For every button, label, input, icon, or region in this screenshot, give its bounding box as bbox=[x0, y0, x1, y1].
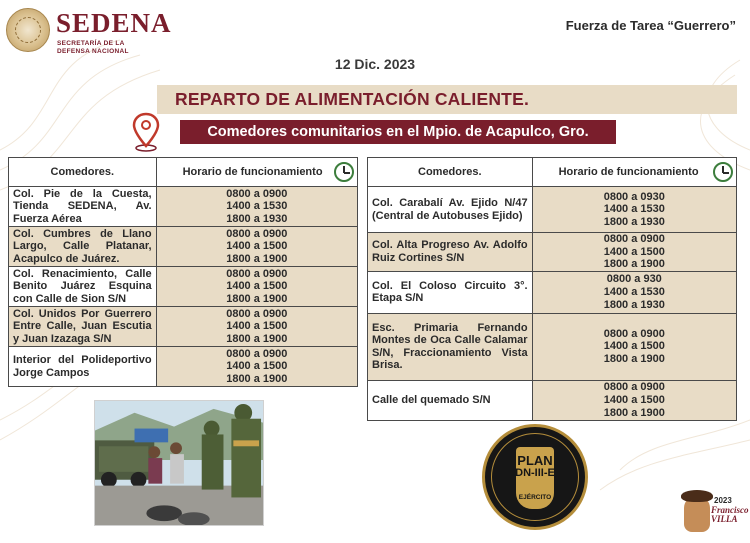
hour-range: 1400 a 1500 bbox=[603, 340, 665, 353]
hour-range: 1800 a 1900 bbox=[603, 406, 665, 419]
hour-range: 1400 a 1530 bbox=[603, 285, 665, 298]
comedor-location: Col. Unidos Por Guerrero Entre Calle, Juan Escutia y Juan Izazaga S/N bbox=[9, 307, 157, 347]
badge-plan-code: DN-III-E bbox=[515, 467, 555, 479]
field-photo bbox=[94, 400, 264, 526]
hour-range: 0800 a 0900 bbox=[226, 187, 288, 200]
comedor-location: Col. El Coloso Circuito 3°. Etapa S/N bbox=[368, 271, 533, 313]
brand-subtitle-line-2: DEFENSA NACIONAL bbox=[57, 47, 129, 55]
hour-range: 1400 a 1530 bbox=[603, 203, 665, 216]
hour-range: 1800 a 1930 bbox=[226, 212, 288, 225]
page-title: REPARTO DE ALIMENTACIÓN CALIENTE. bbox=[157, 85, 737, 114]
column-header-horario-label: Horario de funcionamiento bbox=[182, 166, 323, 178]
date-label: 12 Dic. 2023 bbox=[334, 56, 416, 72]
table-row bbox=[368, 233, 737, 272]
hour-range: 1800 a 1900 bbox=[603, 353, 665, 366]
plan-dn-iii-e-badge bbox=[482, 424, 588, 530]
comedor-location: Col. Alta Progreso Av. Adolfo Ruiz Cortines S/N bbox=[368, 233, 533, 272]
comedor-hours bbox=[532, 271, 736, 313]
comedor-hours bbox=[156, 347, 357, 387]
hour-range: 1400 a 1500 bbox=[603, 393, 665, 406]
hour-range: 0800 a 0900 bbox=[603, 233, 665, 245]
year-logo-name: Francisco VILLA bbox=[711, 505, 749, 524]
hour-range: 1400 a 1500 bbox=[226, 320, 288, 333]
schedule-table-right bbox=[367, 157, 737, 421]
hour-range: 1800 a 1930 bbox=[603, 298, 665, 311]
comedor-hours bbox=[532, 233, 736, 272]
hour-range: 1800 a 1930 bbox=[603, 215, 665, 228]
page-subtitle: Comedores comunitarios en el Mpio. de Acapulco, Gro. bbox=[180, 120, 616, 144]
comedor-hours bbox=[156, 267, 357, 307]
hour-range: 1800 a 1900 bbox=[226, 252, 288, 265]
badge-plan-word: PLAN bbox=[517, 453, 553, 468]
hour-range: 0800 a 930 bbox=[606, 273, 662, 286]
table-row bbox=[9, 187, 358, 227]
comedor-location: Col. Renacimiento, Calle Benito Juárez Esquina con Calle de Sion S/N bbox=[9, 267, 157, 307]
table-row bbox=[368, 271, 737, 313]
hour-range: 0800 a 0900 bbox=[603, 327, 665, 340]
hour-range: 1400 a 1500 bbox=[226, 240, 288, 253]
comedor-hours bbox=[156, 187, 357, 227]
hour-range: 1400 a 1500 bbox=[226, 360, 288, 373]
map-pin-icon bbox=[131, 112, 161, 152]
column-header-horario-label: Horario de funcionamiento bbox=[558, 166, 699, 178]
year-logo bbox=[684, 490, 749, 538]
hour-range: 0800 a 0900 bbox=[603, 381, 665, 394]
hour-range: 0800 a 0900 bbox=[226, 347, 288, 360]
brand-title: SEDENA bbox=[56, 8, 172, 38]
hour-range: 0800 a 0900 bbox=[226, 227, 288, 240]
task-force-label: Fuerza de Tarea “Guerrero” bbox=[565, 18, 736, 33]
brand-subtitle bbox=[57, 40, 129, 55]
year-logo-year: 2023 bbox=[714, 496, 732, 505]
hour-range: 0800 a 0930 bbox=[603, 190, 665, 203]
table-row bbox=[368, 187, 737, 233]
schedule-table-left bbox=[8, 157, 358, 387]
table-row bbox=[368, 380, 737, 420]
comedor-location: Calle del quemado S/N bbox=[368, 380, 533, 420]
comedor-location: Col. Carabalí Av. Ejido N/47 (Central de Autobuses Ejido) bbox=[368, 187, 533, 233]
badge-army-text: EJÉRCITO bbox=[518, 494, 552, 501]
table-row bbox=[368, 313, 737, 380]
hour-range: 1400 a 1530 bbox=[226, 200, 288, 213]
table-row bbox=[9, 307, 358, 347]
comedor-hours bbox=[156, 307, 357, 347]
comedor-location: Esc. Primaria Fernando Montes de Oca Calle Calamar S/N, Fraccionamiento Vista Brisa. bbox=[368, 313, 533, 380]
comedor-hours bbox=[156, 227, 357, 267]
hour-range: 0800 a 0900 bbox=[226, 307, 288, 320]
column-header-horario bbox=[156, 158, 357, 187]
comedor-hours bbox=[532, 380, 736, 420]
comedor-location: Interior del Polideportivo Jorge Campos bbox=[9, 347, 157, 387]
table-row bbox=[9, 267, 358, 307]
clock-icon bbox=[713, 162, 733, 182]
comedor-hours bbox=[532, 187, 736, 233]
hour-range: 1400 a 1500 bbox=[603, 245, 665, 258]
column-header-horario bbox=[532, 158, 736, 187]
comedor-location: Col. Pie de la Cuesta, Tienda SEDENA, Av. Fuerza Aérea bbox=[9, 187, 157, 227]
column-header-comedores: Comedores. bbox=[368, 158, 533, 187]
clock-icon bbox=[334, 162, 354, 182]
brand-subtitle-line-1: SECRETARÍA DE LA bbox=[57, 40, 125, 47]
column-header-comedores: Comedores. bbox=[9, 158, 157, 187]
hour-range: 1800 a 1900 bbox=[226, 292, 288, 305]
table-row bbox=[9, 347, 358, 387]
hour-range: 1800 a 1900 bbox=[226, 372, 288, 385]
sedena-emblem bbox=[6, 8, 50, 52]
comedor-hours bbox=[532, 313, 736, 380]
hour-range: 1800 a 1900 bbox=[603, 258, 665, 271]
hour-range: 1800 a 1900 bbox=[226, 332, 288, 345]
badge-plan-text bbox=[485, 454, 585, 480]
hour-range: 0800 a 0900 bbox=[226, 267, 288, 280]
comedor-location: Col. Cumbres de Llano Largo, Calle Platanar, Acapulco de Juárez. bbox=[9, 227, 157, 267]
table-row bbox=[9, 227, 358, 267]
hour-range: 1400 a 1500 bbox=[226, 280, 288, 293]
